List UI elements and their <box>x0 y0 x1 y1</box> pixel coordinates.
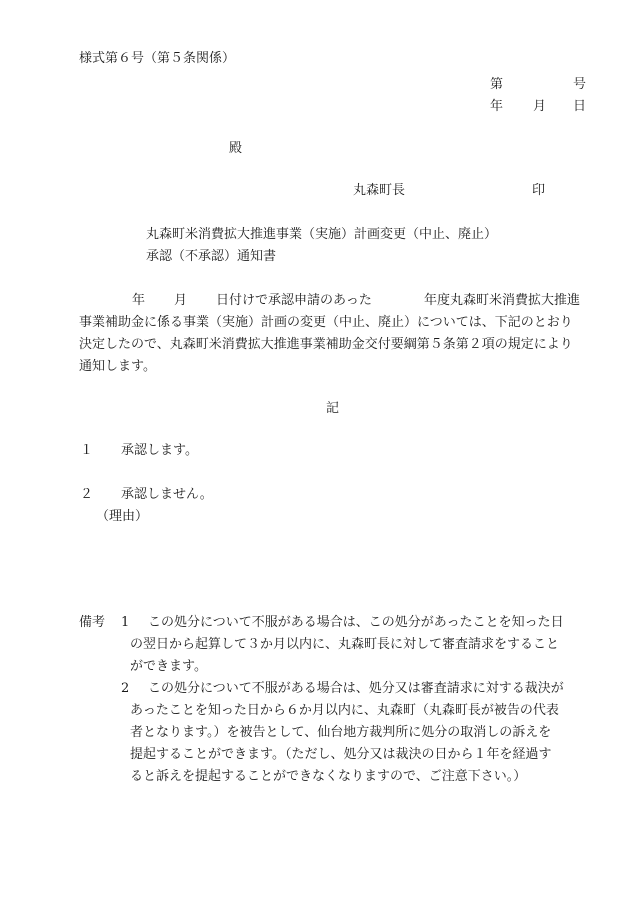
note-1-number: 1 <box>121 615 130 630</box>
date-year: 年 <box>490 99 504 114</box>
item-2-number: ２ <box>80 487 94 502</box>
body-line1-mid: 日付けで承認申請のあった <box>216 293 372 308</box>
item-1-text: 承認します。 <box>121 443 198 458</box>
item-1-number: １ <box>80 443 94 458</box>
body-year: 年 <box>132 293 146 308</box>
ki-heading: 記 <box>326 401 340 416</box>
note-1-line-1: この処分について不服がある場合は、この処分があったことを知った日 <box>148 615 564 630</box>
note-2-line-3: 者となります。）を被告として、仙台地方裁判所に処分の取消しの訴えを <box>130 725 552 740</box>
notes-label: 備考 <box>79 615 106 630</box>
note-2-line-1: この処分について不服がある場合は、処分又は審査請求に対する裁決が <box>148 681 564 696</box>
note-2-line-2: あったことを知った日から６か月以内に、丸森町（丸森町長が被告の代表 <box>130 703 559 718</box>
body-line-3: 決定したので、丸森町米消費拡大推進事業補助金交付要綱第５条第２項の規定により <box>79 337 573 352</box>
form-id: 様式第６号（第５条関係） <box>79 51 236 66</box>
sender-seal: 印 <box>532 183 546 198</box>
date-month: 月 <box>533 99 547 114</box>
item-2-text: 承認しません。 <box>121 487 213 502</box>
title-line-1: 丸森町米消費拡大推進事業（実施）計画変更（中止、廃止） <box>146 227 498 242</box>
note-1-line-3: ができます。 <box>130 659 207 674</box>
title-line-2: 承認（不承認）通知書 <box>146 249 277 264</box>
note-2-line-5: ると訴えを提起することができなくなりますので、ご注意下さい。） <box>130 769 527 784</box>
date-day: 日 <box>573 99 587 114</box>
item-2-reason: （理由） <box>96 509 149 524</box>
doc-number-prefix: 第 <box>490 77 504 92</box>
note-1-line-2: の翌日から起算して３か月以内に、丸森町長に対して審査請求をすること <box>130 637 560 652</box>
addressee-honorific: 殿 <box>229 141 243 156</box>
sender-name: 丸森町長 <box>353 183 406 198</box>
body-month: 月 <box>174 293 188 308</box>
body-line-4: 通知します。 <box>79 359 156 374</box>
body-line1-end: 年度丸森町米消費拡大推進 <box>424 293 581 308</box>
note-2-line-4: 提起することができます。（ただし、処分又は裁決の日から１年を経過す <box>130 747 552 762</box>
note-2-number: 2 <box>121 681 130 696</box>
doc-number-suffix: 号 <box>573 77 587 92</box>
body-line-2: 事業補助金に係る事業（実施）計画の変更（中止、廃止）については、下記のとおり <box>79 315 573 330</box>
